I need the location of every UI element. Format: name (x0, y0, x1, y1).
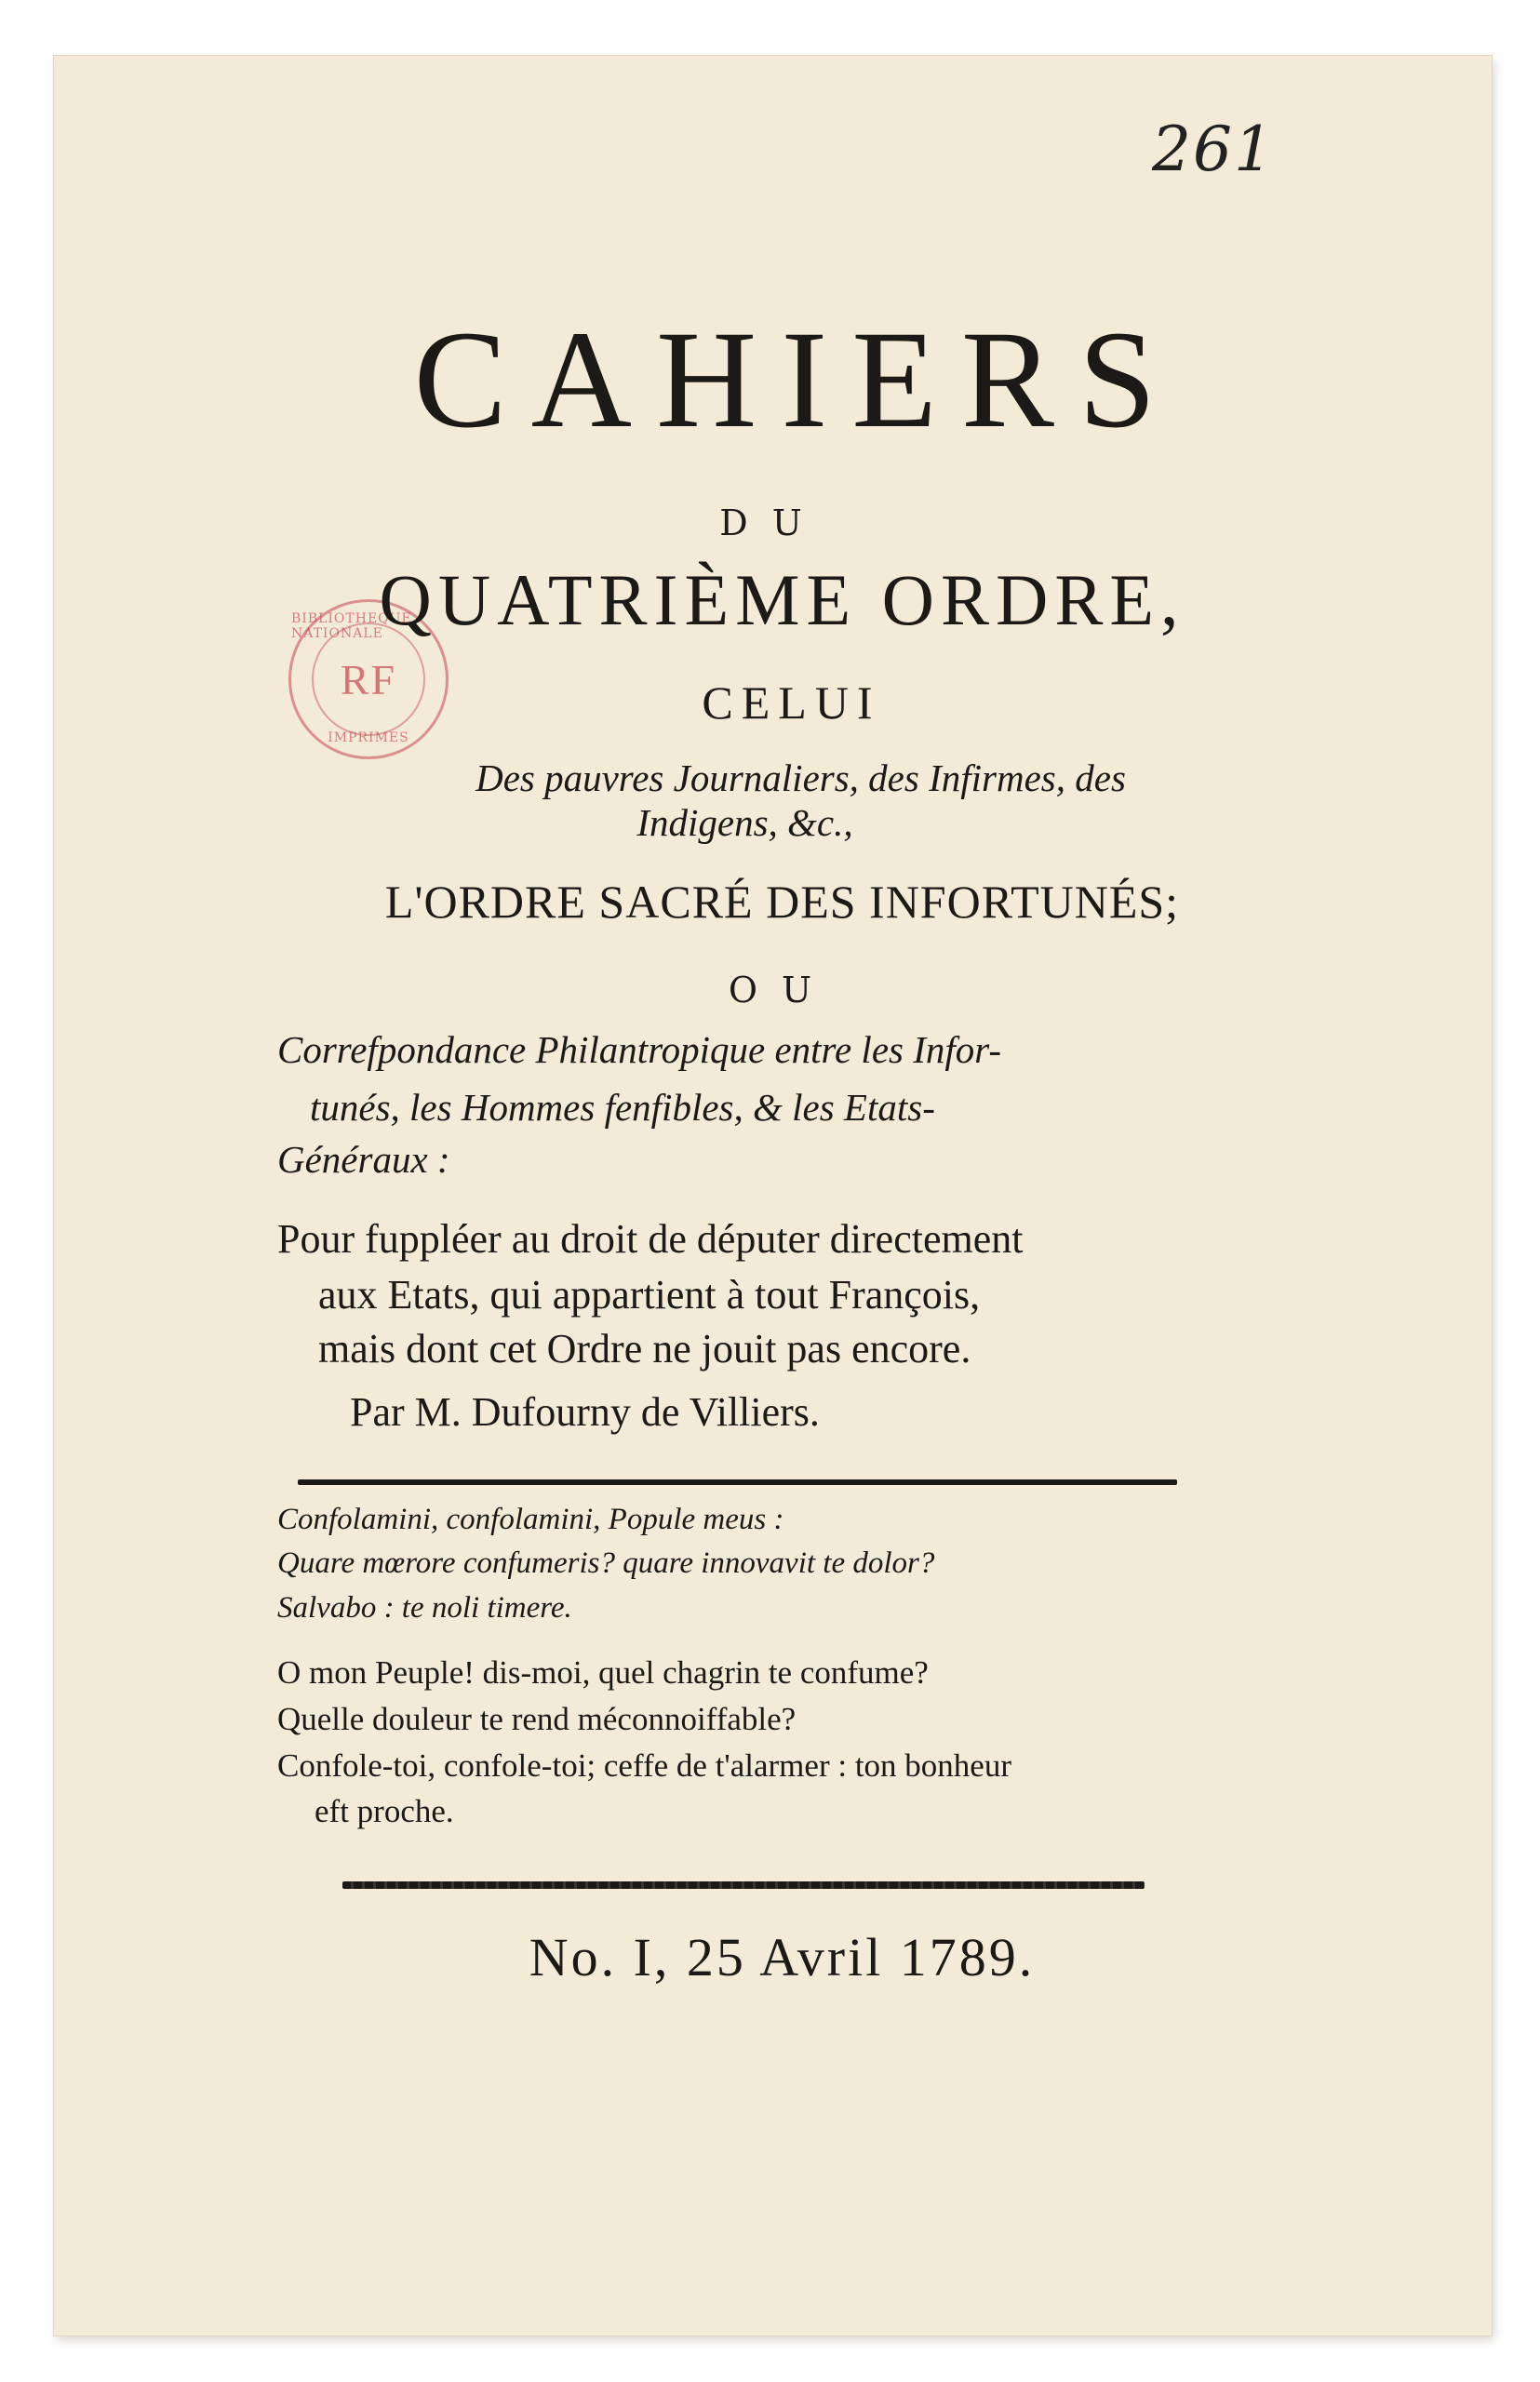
correspondance-line-2: tunés, les Hommes fenfibles, & les Etats- (310, 1086, 935, 1129)
stamp-top-text: BIBLIOTHEQUE NATIONALE (291, 611, 412, 641)
title-du: DU (719, 502, 826, 543)
author-line: Par M. Dufourny de Villiers. (350, 1389, 820, 1435)
title-quatrieme-ordre: QUATRIÈME ORDRE, (379, 559, 1185, 640)
handwritten-catalog-number: 261 (1152, 114, 1275, 185)
epigraph-french-line-4: eft proche. (315, 1793, 454, 1829)
subtitle-line-2: Indigens, &c., (636, 801, 853, 844)
ou-separator: OU (728, 970, 837, 1010)
issue-number-date: No. I, 25 Avril 1789. (529, 1927, 1036, 1987)
page-title: CAHIERS (413, 302, 1181, 457)
ordre-sacre-heading: L'ORDRE SACRÉ DES INFORTUNÉS; (384, 876, 1180, 928)
decorative-rule (342, 1881, 1145, 1889)
epigraph-latin-line-2: Quare mœrore confumeris? quare innovavit te dolor? (277, 1546, 935, 1580)
epigraph-french-line-2: Quelle douleur te rend méconnoiffable? (277, 1701, 797, 1737)
purpose-line-3: mais dont cet Ordre ne jouit pas encore. (318, 1326, 971, 1372)
epigraph-latin-line-1: Confolamini, confolamini, Popule meus : (277, 1503, 784, 1536)
divider-rule (298, 1479, 1177, 1485)
epigraph-french-line-3: Confole-toi, confole-toi; ceffe de t'alarmer : ton bonheur (277, 1747, 1011, 1784)
correspondance-line-1: Correfpondance Philantropique entre les Infor- (277, 1028, 1002, 1071)
epigraph-french-line-1: O mon Peuple! dis-moi, quel chagrin te confume? (277, 1654, 929, 1691)
correspondance-line-3: Généraux : (277, 1138, 450, 1181)
stamp-center-text: RF (340, 655, 397, 703)
subtitle-line-1: Des pauvres Journaliers, des Infirmes, des (475, 756, 1126, 799)
title-celui: CELUI (702, 676, 881, 729)
document-page (54, 56, 1492, 2335)
epigraph-latin-line-3: Salvabo : te noli timere. (277, 1591, 572, 1625)
purpose-line-1: Pour fuppléer au droit de députer directement (277, 1216, 1024, 1262)
stamp-bottom-text: IMPRIMES (328, 730, 409, 745)
purpose-line-2: aux Etats, qui appartient à tout François, (318, 1272, 981, 1318)
